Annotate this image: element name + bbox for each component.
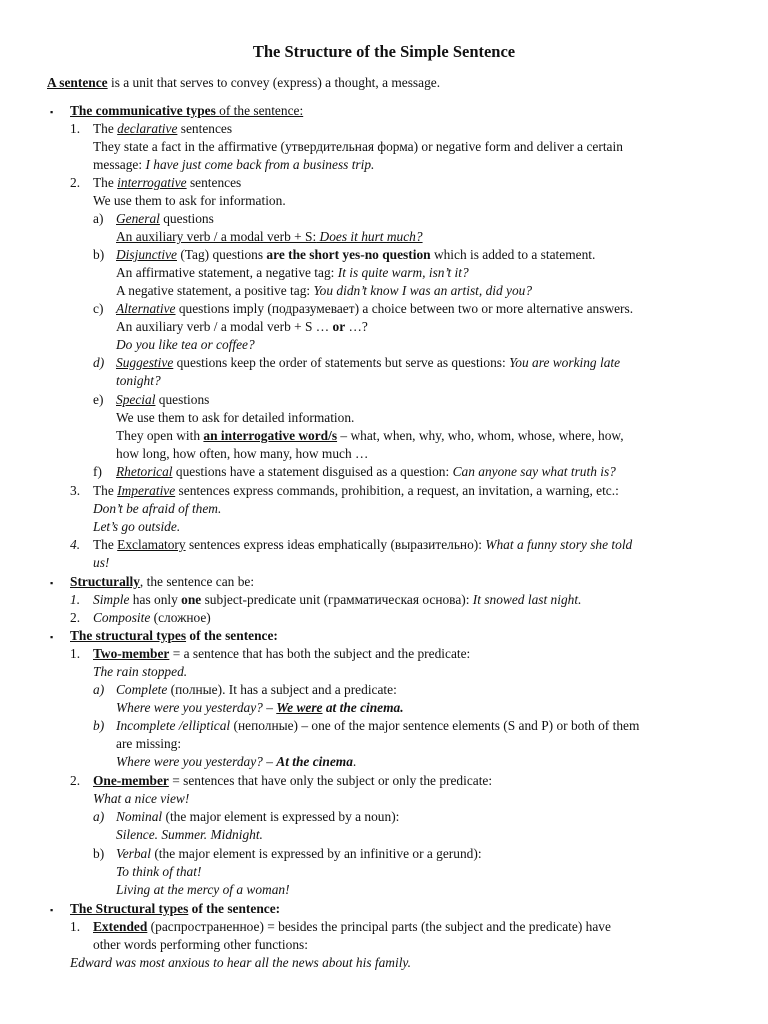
example: Do you like tea or coffee? (116, 337, 255, 352)
list-number: 2. (70, 610, 81, 625)
sublist-item-text: An auxiliary verb / a modal verb + S … or …? (116, 319, 368, 334)
sublist-letter: a) (93, 211, 104, 226)
sublist-letter: a) (93, 682, 105, 697)
list-number: 4. (70, 537, 81, 552)
list-number: 1. (70, 121, 81, 136)
term: Suggestive (116, 355, 174, 370)
sublist-letter: c) (93, 301, 104, 316)
sublist-item-text: An affirmative statement, a negative tag: It is quite warm, isn’t it? (116, 265, 469, 280)
example: Where were you yesterday? – At the cinema. (116, 754, 357, 769)
example: What a nice view! (93, 791, 190, 806)
intro-text: is a unit that serves to convey (express) a thought, a message. (107, 75, 441, 90)
list-item: Extended (распространенное) = besides the principal parts (the subject and the predicate) have (93, 919, 611, 934)
sublist-item: Verbal (the major element is expressed by an infinitive or a gerund): (116, 846, 482, 861)
list-item: Simple has only one subject-predicate unit (грамматическая основа): It snowed last night. (93, 592, 582, 607)
list-number: 1. (70, 919, 81, 934)
bullet-icon: ▪ (50, 578, 54, 588)
sublist-item: Special questions (116, 392, 210, 407)
intro-term: A sentence (47, 75, 108, 90)
list-item: One-member = sentences that have only the subject or only the predicate: (93, 773, 493, 788)
sublist-item: General questions (116, 211, 214, 226)
term: General (116, 211, 160, 226)
sublist-item-text: We use them to ask for detailed information. (116, 410, 355, 425)
sublist-item-text: how long, how often, how many, how much … (116, 446, 369, 461)
sublist-item-text: A negative statement, a positive tag: You didn’t know I was an artist, did you? (116, 283, 533, 298)
term: Imperative (117, 483, 176, 498)
list-number: 2. (70, 175, 81, 190)
term: declarative (117, 121, 178, 136)
sublist-item: Suggestive questions keep the order of statements but serve as questions: You are working late (116, 355, 621, 370)
example: Living at the mercy of a woman! (116, 882, 290, 897)
heading-rest: of the sentence: (219, 103, 304, 118)
example: I have just come back from a business trip. (145, 157, 375, 172)
sublist-item-text: They open with an interrogative word/s – what, when, why, who, whom, whose, where, how, (116, 428, 624, 443)
sublist-letter: b) (93, 718, 105, 733)
sublist-item: Disjunctive (Tag) questions are the short yes-no question which is added to a statement. (116, 247, 596, 262)
list-item: The Exclamatory sentences express ideas emphatically (выразительно): What a funny story she told (93, 537, 633, 552)
sublist-letter: a) (93, 809, 105, 824)
sublist-item: Incomplete /elliptical (неполные) – one of the major sentence elements (S and P) or both of them (116, 718, 640, 733)
term: Disjunctive (116, 247, 177, 262)
heading-term: The communicative types (70, 103, 220, 118)
list-item: The Imperative sentences express commands, prohibition, a request, an invitation, a warning, etc.: (93, 483, 619, 498)
sublist-item: Nominal (the major element is expressed by a noun): (116, 809, 400, 824)
sublist-item-text: are missing: (116, 736, 182, 751)
list-item-text: They state a fact in the affirmative (утвердительная форма) or negative form and deliver a certain (93, 139, 623, 154)
list-item: The interrogative sentences (93, 175, 242, 190)
bullet-icon: ▪ (50, 632, 54, 642)
example: tonight? (116, 373, 161, 388)
example: Let’s go outside. (93, 519, 181, 534)
sublist-letter: f) (93, 464, 102, 479)
bullet-icon: ▪ (50, 905, 54, 915)
sublist-letter: b) (93, 247, 105, 262)
list-number: 1. (70, 646, 81, 661)
example: Edward was most anxious to hear all the news about his family. (70, 955, 411, 970)
term: Rhetorical (116, 464, 173, 479)
term: Alternative (116, 301, 176, 316)
list-item-text: We use them to ask for information. (93, 193, 286, 208)
example: Silence. Summer. Midnight. (116, 827, 263, 842)
section-heading: The Structural types of the sentence: (70, 901, 281, 916)
example: To think of that! (116, 864, 202, 879)
list-number: 3. (70, 483, 81, 498)
document-title: The Structure of the Simple Sentence (252, 42, 516, 61)
example: Don’t be afraid of them. (93, 501, 222, 516)
list-item: Composite (сложное) (93, 610, 211, 625)
list-item-text: other words performing other functions: (93, 937, 308, 952)
list-number: 2. (70, 773, 81, 788)
list-item-text: message: I have just come back from a business trip. (93, 157, 375, 172)
sublist-letter: b) (93, 846, 105, 861)
section-heading (70, 102, 303, 120)
section-heading: The structural types of the sentence: (70, 628, 278, 643)
list-number: 1. (70, 592, 81, 607)
section-heading: Structurally, the sentence can be: (70, 574, 255, 589)
sublist-item-text: An auxiliary verb / a modal verb + S: Does it hurt much? (116, 229, 423, 244)
term: interrogative (117, 175, 187, 190)
example: Where were you yesterday? – We were at the cinema. (116, 700, 404, 715)
sublist-item: Alternative questions imply (подразумевает) a choice between two or more alternative answers. (116, 301, 634, 316)
sublist-item: Complete (полные). It has a subject and a predicate: (116, 682, 397, 697)
bullet-icon: ▪ (50, 107, 54, 117)
term: Exclamatory (117, 537, 186, 552)
sublist-item: Rhetorical questions have a statement disguised as a question: Can anyone say what truth is? (116, 464, 616, 479)
example: us! (93, 555, 110, 570)
example: The rain stopped. (93, 664, 188, 679)
term: Special (116, 392, 156, 407)
list-item: The declarative sentences (93, 121, 233, 136)
sublist-letter: d) (93, 355, 105, 370)
list-item: Two-member = a sentence that has both the subject and the predicate: (93, 646, 471, 661)
intro-line (47, 74, 440, 92)
sublist-letter: e) (93, 392, 104, 407)
